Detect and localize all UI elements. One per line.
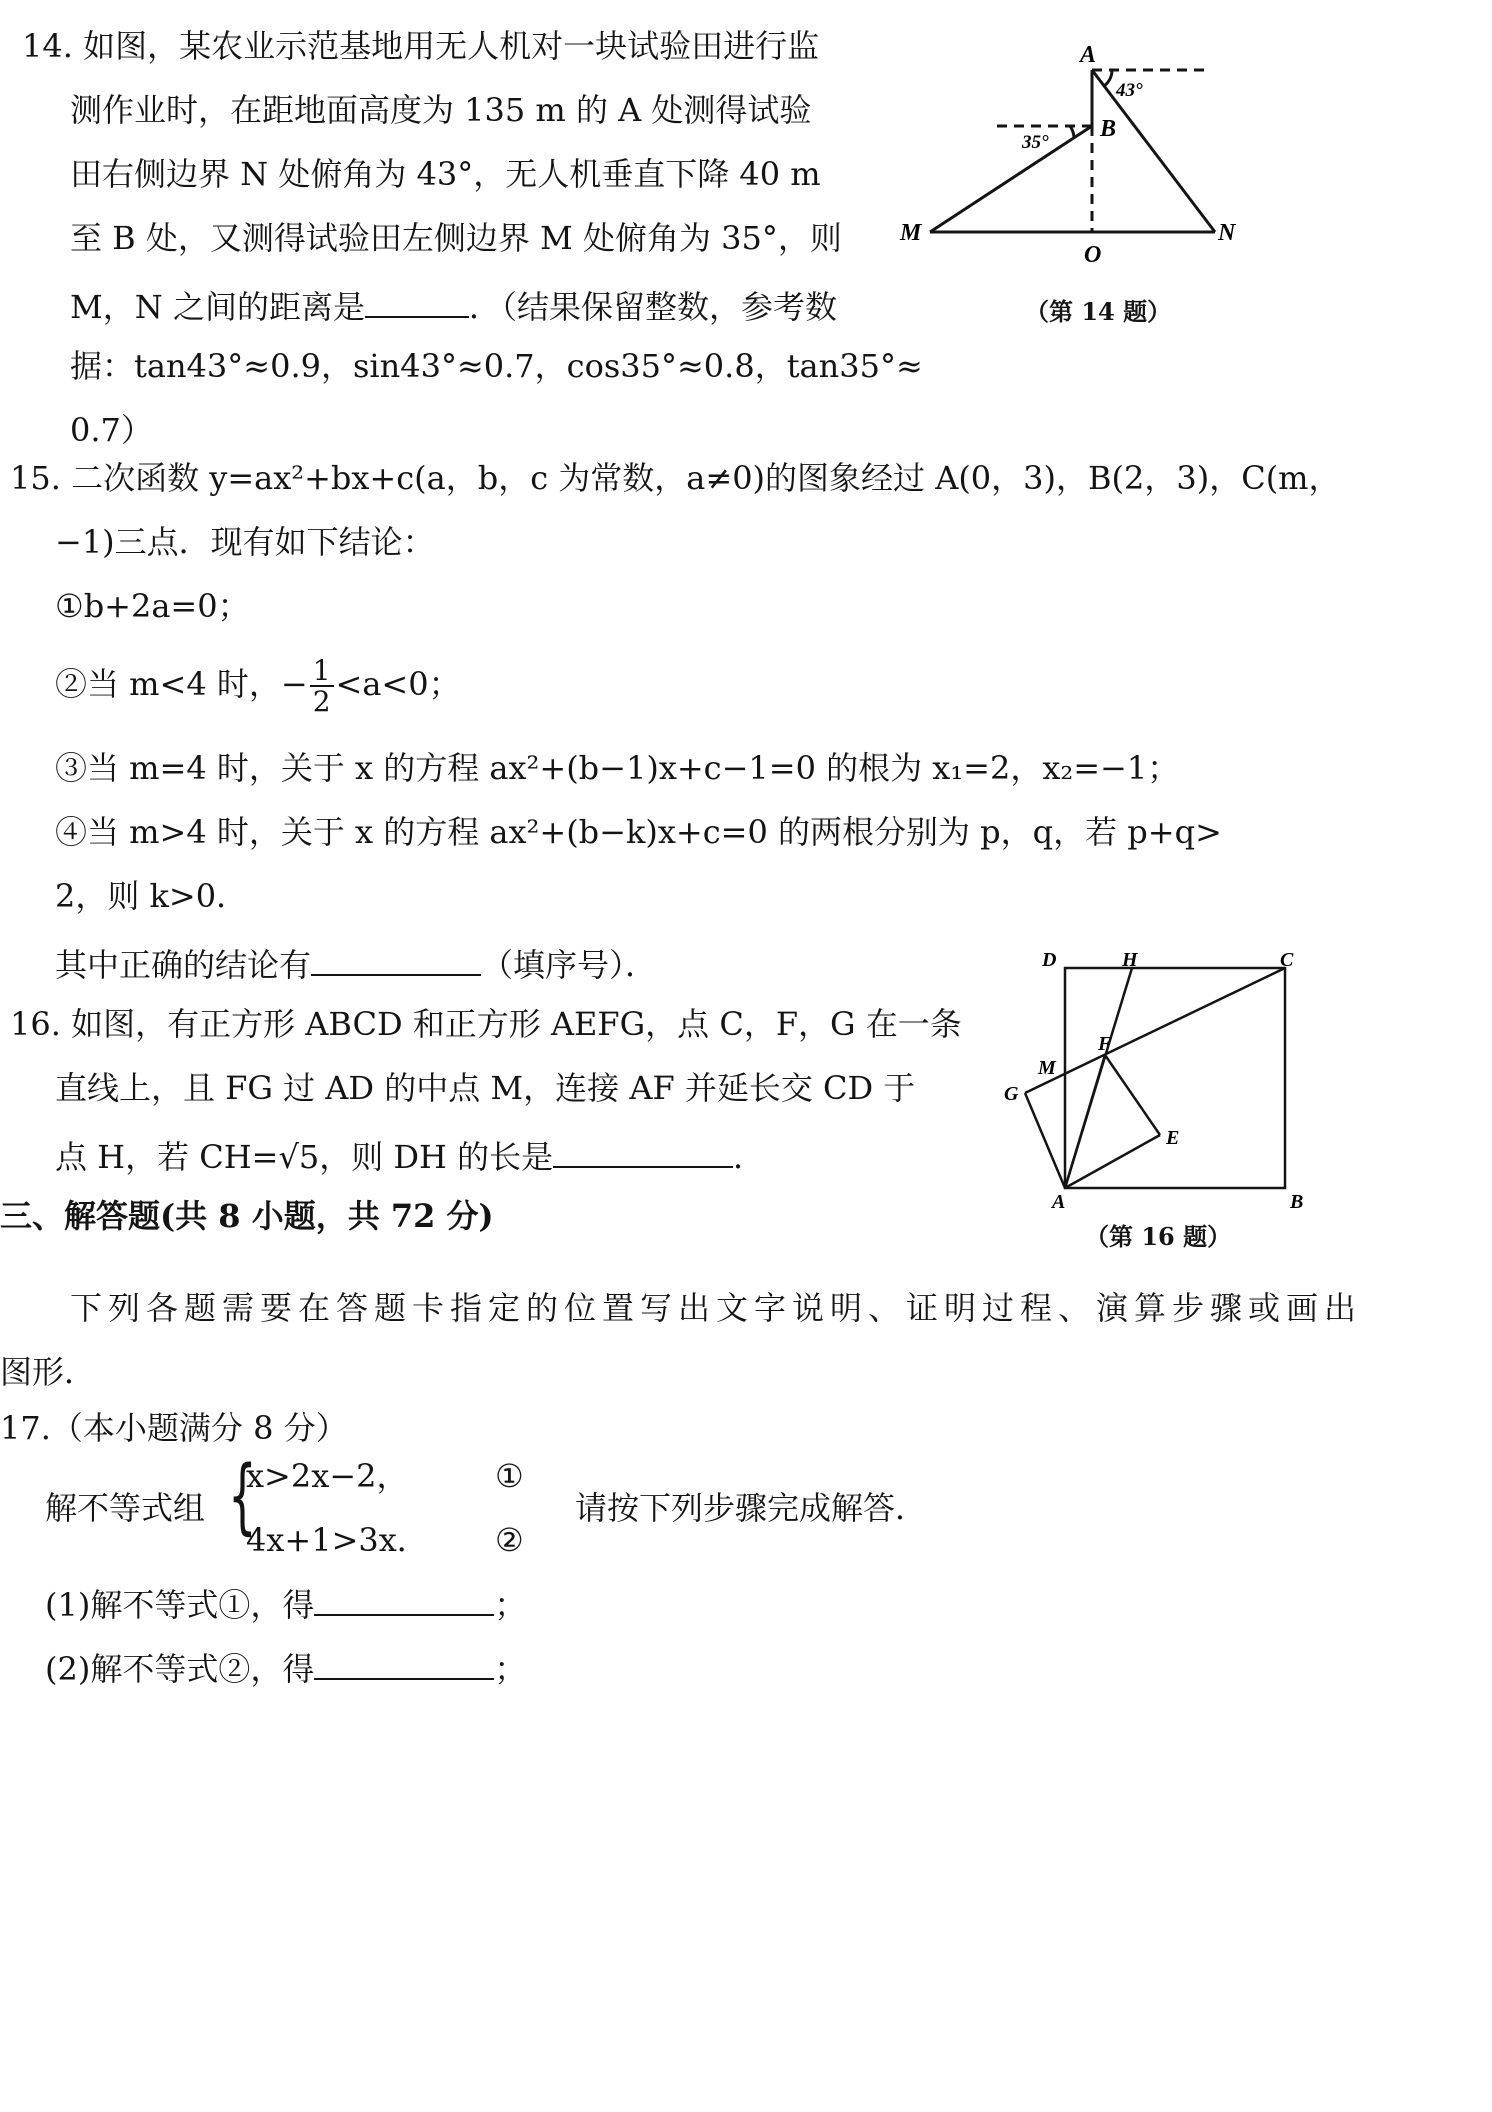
- q16-line-3: [55, 1136, 766, 1176]
- q16-figure: [990, 950, 1340, 1210]
- q16-side-ef: [1105, 1055, 1160, 1135]
- q17-brace: {: [228, 1449, 257, 1544]
- q17-lead: 解不等式组: [45, 1489, 206, 1527]
- q14-line-an: [1092, 70, 1215, 232]
- q16-line-3-text: 点 H，若 CH=√5，则 DH 的长是: [55, 1138, 554, 1176]
- q14-label-a: A: [1080, 42, 1097, 68]
- q14-line-2: 测作业时，在距地面高度为 135 m 的 A 处测得试验: [70, 91, 812, 129]
- q15-line-2: −1)三点．现有如下结论：: [55, 523, 435, 561]
- q15-conclusion-4: ④当 m>4 时，关于 x 的方程 ax²+(b−k)x+c=0 的两根分别为 p，q，若 p+q>: [55, 813, 1222, 851]
- q16-label-m: M: [1038, 1057, 1056, 1079]
- q15-line-7: 2，则 k>0．: [55, 877, 249, 915]
- q15-line-8: [55, 944, 658, 984]
- section-3-title: 三、解答题(共 8 小题，共 72 分): [0, 1197, 494, 1235]
- q14-label-n: N: [1218, 220, 1236, 246]
- q16-label-g: G: [1004, 1083, 1019, 1105]
- q14-line-5-tail: ．（结果保留整数，参考数: [468, 288, 837, 326]
- q16-label-f: F: [1098, 1033, 1112, 1055]
- q14-angle-arc-b: [1070, 126, 1074, 138]
- q16-label-a: A: [1052, 1191, 1066, 1210]
- q16-label-d: D: [1042, 950, 1057, 971]
- q17-step-1-end: ；: [494, 1586, 527, 1624]
- q14-line-5: [70, 286, 837, 326]
- q15-line-8-text: 其中正确的结论有: [55, 946, 312, 984]
- q17-mark-2: ②: [495, 1521, 524, 1559]
- q14-label-m: M: [900, 220, 922, 246]
- q16-caption: （第 16 题）: [1085, 1222, 1232, 1251]
- q16-line-3-tail: ．: [733, 1138, 766, 1176]
- q17-step-1-text: (1)解不等式①，得: [45, 1586, 315, 1624]
- q14-line-7: 0.7）: [70, 411, 153, 449]
- q14-label-o: O: [1084, 242, 1102, 268]
- q14-line-3: 田右侧边界 N 处俯角为 43°，无人机垂直下降 40 m: [70, 155, 821, 193]
- q15-fraction: [310, 656, 334, 717]
- q15-conclusion-2: [55, 656, 461, 717]
- q15-conclusion-2-text: ②当 m<4 时，−: [55, 664, 308, 703]
- q16-side-ag: [1025, 1093, 1065, 1188]
- q17-step-2: [45, 1648, 527, 1688]
- q16-label-c: C: [1280, 950, 1294, 971]
- q14-line-1: 14. 如图，某农业示范基地用无人机对一块试验田进行监: [22, 27, 820, 65]
- q15-line-8-tail: （填序号）．: [481, 946, 658, 984]
- section-3-instruction-1: 下列各题需要在答题卡指定的位置写出文字说明、证明过程、演算步骤或画出: [70, 1289, 1363, 1327]
- q15-conclusion-2-tail: <a<0；: [335, 664, 461, 703]
- q17-step-2-text: (2)解不等式②，得: [45, 1650, 315, 1688]
- q17-step-1-blank[interactable]: [314, 1584, 494, 1616]
- q16-label-b: B: [1290, 1191, 1304, 1210]
- q14-caption: （第 14 题）: [1025, 297, 1172, 326]
- q14-line-5-text: M，N 之间的距离是: [70, 288, 365, 326]
- q17-step-2-blank[interactable]: [314, 1648, 494, 1680]
- q17-step-2-end: ；: [494, 1650, 527, 1688]
- q17-tail: 请按下列步骤完成解答．: [575, 1489, 928, 1527]
- q16-answer-blank[interactable]: [553, 1136, 733, 1168]
- q17-inequality-2: 4x+1>3x．: [246, 1521, 429, 1559]
- q15-line-1: 15. 二次函数 y=ax²+bx+c(a，b，c 为常数，a≠0)的图象经过 A(0，3)，B(2，3)，C(m，: [10, 459, 1341, 497]
- q14-angle-arc-a: [1104, 70, 1112, 86]
- q14-label-b: B: [1100, 116, 1117, 142]
- q15-answer-blank[interactable]: [311, 944, 481, 976]
- q14-line-6: 据：tan43°≈0.9，sin43°≈0.7，cos35°≈0.8，tan35°≈: [70, 347, 923, 385]
- q16-label-e: E: [1166, 1127, 1180, 1149]
- q15-fraction-denominator: 2: [312, 685, 331, 719]
- q17-mark-1: ①: [495, 1457, 524, 1495]
- q15-conclusion-1: ①b+2a=0；: [55, 587, 250, 625]
- q16-line-1: 16. 如图，有正方形 ABCD 和正方形 AEFG，点 C，F，G 在一条: [10, 1005, 962, 1043]
- q16-line-2: 直线上，且 FG 过 AD 的中点 M，连接 AF 并延长交 CD 于: [55, 1069, 916, 1107]
- q14-angle-a-label: 43°: [1116, 80, 1143, 101]
- q17-inequality-1: x>2x−2，: [246, 1457, 409, 1495]
- q17-step-1: [45, 1584, 527, 1624]
- q14-line-bm: [930, 126, 1092, 232]
- section-3-instruction-2: 图形．: [0, 1353, 97, 1391]
- q16-square-aefg-fill: [1060, 1055, 1160, 1188]
- q14-angle-b-label: 35°: [1022, 132, 1049, 153]
- q17-header: 17.（本小题满分 8 分）: [0, 1409, 348, 1447]
- q14-answer-blank[interactable]: [365, 286, 469, 318]
- q15-conclusion-3: ③当 m=4 时，关于 x 的方程 ax²+(b−1)x+c−1=0 的根为 x₁=2，x₂=−1；: [55, 749, 1180, 787]
- q15-fraction-numerator: 1: [310, 656, 334, 687]
- q16-label-h: H: [1122, 950, 1138, 971]
- q14-line-4: 至 B 处，又测得试验田左侧边界 M 处俯角为 35°，则: [70, 219, 842, 257]
- q14-figure: [880, 40, 1300, 270]
